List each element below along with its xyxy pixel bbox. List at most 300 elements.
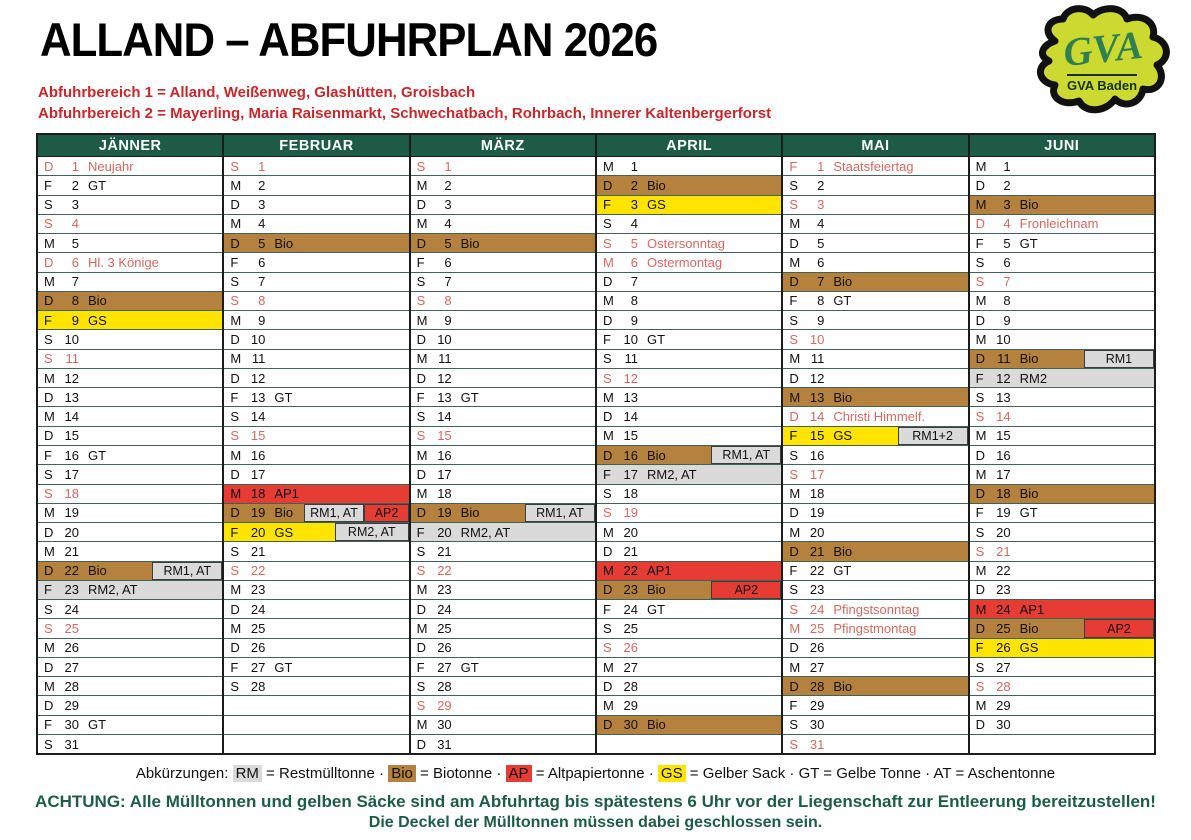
day-label: Ostersonntag	[646, 235, 726, 251]
day-cell	[970, 407, 1154, 425]
weekday-letter: M	[789, 524, 801, 540]
day-cell	[970, 157, 1154, 175]
weekday-letter: D	[44, 524, 54, 540]
day-row	[411, 523, 595, 542]
weekday-letter: S	[416, 428, 426, 444]
day-row	[783, 176, 967, 195]
day-cell	[38, 427, 222, 445]
weekday-letter: S	[44, 736, 53, 752]
weekday-letter: S	[975, 524, 985, 540]
weekday-letter: F	[975, 505, 984, 521]
day-row	[597, 253, 781, 272]
day-row	[38, 639, 222, 658]
weekday-letter: M	[230, 447, 242, 463]
day-label: Bio	[1019, 486, 1039, 502]
day-cell	[597, 600, 781, 618]
day-cell	[38, 292, 222, 310]
day-row	[411, 292, 595, 311]
day-number: 19	[250, 505, 266, 521]
day-cell	[411, 369, 595, 387]
day-row	[224, 677, 408, 696]
day-label: RM2	[1019, 370, 1048, 386]
day-cell	[970, 581, 1154, 599]
day-cell	[224, 388, 408, 406]
day-row	[38, 311, 222, 330]
day-number: 23	[250, 582, 266, 598]
day-cell	[411, 292, 595, 310]
day-number: 9	[630, 312, 638, 328]
weekday-letter: D	[975, 621, 986, 636]
day-cell	[783, 677, 967, 695]
day-row	[38, 504, 222, 523]
day-row	[783, 581, 967, 600]
day-row	[970, 292, 1154, 311]
weekday-letter: F	[789, 428, 798, 444]
day-number: 16	[809, 447, 825, 463]
day-cell	[411, 234, 595, 252]
day-label: RM2, AT	[460, 524, 511, 540]
day-row	[783, 639, 967, 658]
weekday-letter: D	[975, 582, 986, 598]
day-cell	[224, 658, 408, 676]
day-cell	[411, 330, 595, 348]
weekday-letter: M	[975, 428, 987, 444]
day-cell	[597, 446, 711, 464]
day-number: 15	[809, 428, 825, 444]
day-number: 25	[996, 621, 1011, 636]
day-row	[38, 696, 222, 715]
day-cell	[597, 407, 781, 425]
day-row	[783, 677, 967, 696]
month-header: APRIL	[597, 135, 781, 157]
day-number: 20	[623, 524, 638, 540]
day-cell	[970, 639, 1154, 657]
weekday-letter: S	[602, 370, 612, 386]
day-label: GS	[88, 312, 107, 328]
day-number: 9	[71, 312, 79, 328]
weekday-letter: M	[975, 601, 987, 617]
day-row	[783, 696, 967, 715]
day-number: 28	[64, 678, 79, 694]
day-row	[411, 253, 595, 272]
month-column	[409, 135, 595, 753]
day-number: 16	[437, 447, 452, 463]
day-number: 17	[250, 466, 266, 482]
day-number: 11	[251, 351, 266, 367]
weekday-letter: D	[44, 563, 54, 579]
day-number: 25	[250, 621, 266, 636]
weekday-letter: F	[44, 312, 52, 328]
district-legend	[38, 82, 771, 124]
day-cell	[783, 311, 967, 329]
abbreviation-legend	[0, 765, 1191, 782]
weekday-letter: D	[44, 659, 54, 675]
day-label: Bio	[274, 505, 294, 521]
day-number: 17	[64, 466, 79, 482]
day-row	[224, 504, 408, 523]
day-row	[411, 696, 595, 715]
day-number: 15	[250, 428, 266, 444]
day-number: 6	[817, 254, 825, 270]
day-number: 6	[258, 254, 266, 270]
waste-badge: RM1, AT	[304, 504, 365, 522]
weekday-letter: F	[416, 389, 425, 405]
day-row	[597, 735, 781, 753]
day-label: GT	[833, 293, 852, 309]
day-cell	[970, 716, 1154, 734]
weekday-letter: S	[789, 736, 798, 752]
day-cell	[597, 350, 781, 368]
day-label: GT	[833, 563, 852, 579]
weekday-letter: M	[602, 563, 614, 579]
day-row	[970, 581, 1154, 600]
day-row	[38, 350, 222, 369]
weekday-letter: D	[416, 736, 427, 752]
day-cell	[597, 716, 781, 734]
weekday-letter: M	[975, 158, 987, 174]
day-cell	[38, 196, 222, 214]
day-cell	[970, 542, 1154, 560]
day-number: 20	[809, 524, 825, 540]
weekday-letter: F	[602, 466, 611, 482]
day-number: 16	[996, 447, 1011, 463]
day-row	[783, 234, 967, 253]
weekday-letter: D	[416, 370, 427, 386]
weekday-letter: S	[416, 563, 426, 579]
weekday-letter: S	[44, 466, 53, 482]
day-label: AP1	[1019, 601, 1045, 617]
day-number: 27	[437, 659, 452, 675]
legend-text: = Gelbe Tonne ·	[819, 765, 934, 782]
weekday-letter: F	[975, 370, 984, 386]
day-number: 17	[809, 466, 825, 482]
day-cell	[38, 677, 222, 695]
weekday-letter: S	[230, 563, 239, 579]
day-row	[411, 369, 595, 388]
day-number: 12	[809, 370, 825, 386]
day-number: 8	[444, 293, 452, 309]
day-label: GS	[833, 428, 853, 444]
weekday-letter: M	[44, 543, 55, 559]
day-cell	[783, 735, 967, 753]
day-row	[783, 330, 967, 349]
day-cell	[783, 485, 967, 503]
day-number: 7	[71, 274, 79, 290]
weekday-letter: D	[602, 678, 613, 694]
day-cell	[970, 485, 1154, 503]
day-number: 10	[64, 332, 79, 348]
weekday-letter: D	[975, 177, 986, 193]
weekday-letter: S	[602, 235, 612, 251]
weekday-letter: M	[230, 177, 242, 193]
weekday-letter: S	[789, 717, 798, 733]
day-number: 26	[809, 640, 825, 656]
weekday-letter: S	[416, 274, 426, 290]
day-cell	[38, 716, 222, 734]
day-cell	[224, 176, 408, 194]
day-row	[411, 542, 595, 561]
weekday-letter: S	[975, 678, 985, 694]
day-cell	[411, 735, 595, 753]
day-row	[38, 716, 222, 735]
day-number: 7	[258, 274, 266, 290]
day-cell	[597, 427, 781, 445]
day-row	[38, 677, 222, 696]
weekday-letter: M	[416, 312, 428, 328]
day-cell	[411, 253, 595, 271]
day-row	[38, 542, 222, 561]
day-row	[597, 562, 781, 581]
day-number: 11	[624, 351, 638, 367]
day-cell	[38, 234, 222, 252]
weekday-letter: F	[44, 447, 52, 463]
day-number: 20	[996, 524, 1011, 540]
day-row	[411, 311, 595, 330]
day-cell	[597, 388, 781, 406]
day-row	[970, 735, 1154, 753]
day-number: 29	[623, 698, 638, 714]
day-number: 29	[437, 698, 452, 714]
day-number: 13	[809, 389, 825, 405]
weekday-letter: M	[602, 524, 614, 540]
day-label: Bio	[1019, 197, 1039, 213]
day-number: 8	[630, 293, 638, 309]
day-row	[411, 446, 595, 465]
day-row	[970, 273, 1154, 292]
day-label: Bio	[833, 274, 853, 290]
day-cell	[783, 696, 967, 714]
day-row	[970, 677, 1154, 696]
day-cell	[224, 446, 408, 464]
day-cell	[970, 196, 1154, 214]
day-number: 31	[809, 736, 825, 752]
day-cell	[783, 581, 967, 599]
weekday-letter: S	[230, 409, 239, 425]
day-row	[783, 523, 967, 542]
day-row	[38, 407, 222, 426]
day-row	[38, 600, 222, 619]
day-number: 23	[437, 582, 452, 598]
day-label: Pfingstmontag	[833, 621, 917, 636]
day-number: 2	[258, 177, 266, 193]
day-row	[783, 562, 967, 581]
day-row	[224, 196, 408, 215]
day-row	[224, 157, 408, 176]
weekday-letter: S	[789, 177, 798, 193]
weekday-letter: S	[602, 486, 612, 502]
day-cell	[411, 600, 595, 618]
month-header: JÄNNER	[38, 135, 222, 157]
day-cell	[783, 523, 967, 541]
day-cell	[38, 330, 222, 348]
day-label: GT	[646, 601, 666, 617]
day-cell	[38, 369, 222, 387]
day-row	[783, 600, 967, 619]
month-header: JUNI	[970, 135, 1154, 157]
day-number: 18	[809, 486, 825, 502]
day-cell	[224, 407, 408, 425]
day-number: 12	[250, 370, 266, 386]
day-label: Bio	[833, 543, 853, 559]
waste-badge: RM1, AT	[711, 446, 781, 464]
day-cell	[224, 273, 408, 291]
day-row	[783, 485, 967, 504]
day-row	[783, 446, 967, 465]
day-number: 5	[1003, 235, 1011, 251]
day-cell	[970, 369, 1154, 387]
day-cell	[411, 716, 595, 734]
day-number: 24	[809, 601, 825, 617]
day-number: 12	[623, 370, 638, 386]
day-row	[224, 292, 408, 311]
weekday-letter: M	[789, 351, 801, 367]
day-cell	[224, 600, 408, 618]
weekday-letter: M	[230, 216, 242, 232]
weekday-letter: M	[44, 409, 55, 425]
day-label: RM2, AT	[88, 582, 138, 598]
day-cell	[597, 485, 781, 503]
month-body	[224, 157, 408, 753]
day-row	[224, 407, 408, 426]
day-cell	[411, 427, 595, 445]
weekday-letter: M	[975, 466, 987, 482]
day-row	[224, 234, 408, 253]
day-cell	[970, 350, 1084, 368]
day-row	[224, 485, 408, 504]
day-number: 13	[996, 389, 1011, 405]
day-cell	[597, 562, 781, 580]
day-number: 30	[623, 717, 638, 733]
day-label: Staatsfeiertag	[833, 158, 914, 174]
day-number: 20	[437, 524, 452, 540]
day-cell	[970, 311, 1154, 329]
day-cell	[224, 677, 408, 695]
weekday-letter: D	[230, 640, 240, 656]
month-header: FEBRUAR	[224, 135, 408, 157]
day-cell	[597, 581, 711, 599]
day-number: 29	[809, 698, 825, 714]
day-label: Bio	[646, 582, 666, 598]
day-number: 6	[1003, 254, 1011, 270]
weekday-letter: M	[416, 216, 428, 232]
day-cell	[597, 330, 781, 348]
month-header: MÄRZ	[411, 135, 595, 157]
weekday-letter: M	[44, 505, 55, 521]
day-number: 17	[437, 466, 452, 482]
day-cell	[38, 157, 222, 175]
day-number: 28	[809, 678, 825, 694]
day-number: 13	[437, 389, 452, 405]
day-cell	[38, 215, 222, 233]
day-cell	[38, 388, 222, 406]
weekday-letter: M	[416, 717, 428, 733]
day-label: Bio	[833, 678, 853, 694]
day-label: Fronleichnam	[1019, 216, 1099, 232]
legend-abbr-rm: RM	[233, 765, 262, 782]
day-number: 27	[996, 659, 1011, 675]
day-number: 21	[250, 543, 266, 559]
weekday-letter: F	[789, 158, 798, 174]
day-cell	[783, 196, 967, 214]
day-row	[783, 542, 967, 561]
day-number: 11	[810, 351, 825, 367]
legend-text: = Aschentonne	[951, 765, 1056, 782]
day-label: Bio	[1019, 351, 1039, 367]
day-row	[970, 157, 1154, 176]
day-number: 16	[64, 447, 79, 463]
day-number: 5	[258, 235, 266, 251]
day-row	[411, 735, 595, 753]
day-number: 6	[71, 254, 79, 270]
day-cell	[38, 273, 222, 291]
day-cell	[783, 542, 967, 560]
day-cell	[38, 465, 222, 483]
day-cell	[38, 504, 222, 522]
day-number: 15	[623, 428, 638, 444]
day-row	[224, 311, 408, 330]
weekday-letter: D	[230, 332, 240, 348]
day-row	[597, 542, 781, 561]
month-body	[597, 157, 781, 753]
day-number: 29	[64, 698, 79, 714]
day-number: 11	[438, 351, 452, 367]
day-row	[597, 407, 781, 426]
day-number: 1	[630, 158, 638, 174]
day-cell	[411, 215, 595, 233]
day-cell	[411, 504, 525, 522]
day-row	[224, 427, 408, 446]
day-number: 25	[623, 621, 638, 636]
day-row	[970, 350, 1154, 369]
day-cell	[224, 292, 408, 310]
weekday-letter: S	[416, 543, 426, 559]
month-column	[781, 135, 967, 753]
weekday-letter: S	[789, 197, 798, 213]
day-number: 5	[817, 235, 825, 251]
day-number: 17	[623, 466, 638, 482]
day-row	[224, 176, 408, 195]
day-label: GT	[274, 389, 293, 405]
day-row	[38, 215, 222, 234]
weekday-letter: M	[44, 235, 55, 251]
day-row	[38, 369, 222, 388]
day-cell	[38, 176, 222, 194]
weekday-letter: D	[44, 158, 54, 174]
day-cell	[783, 407, 967, 425]
day-label: Pfingstsonntag	[833, 601, 920, 617]
day-number: 24	[623, 601, 638, 617]
weekday-letter: S	[416, 293, 426, 309]
day-label: Bio	[1019, 621, 1039, 636]
day-label: GT	[88, 717, 107, 733]
day-cell	[38, 542, 222, 560]
day-cell	[38, 658, 222, 676]
weekday-letter: S	[416, 698, 426, 714]
day-row	[597, 369, 781, 388]
day-row	[38, 176, 222, 195]
day-label: GT	[460, 659, 479, 675]
day-cell	[411, 176, 595, 194]
weekday-letter: M	[44, 640, 55, 656]
day-number: 2	[71, 177, 79, 193]
day-number: 5	[444, 235, 452, 251]
weekday-letter: S	[230, 428, 239, 444]
day-number: 23	[64, 582, 79, 598]
day-row	[597, 639, 781, 658]
day-row	[597, 504, 781, 523]
day-number: 11	[997, 351, 1011, 367]
weekday-letter: M	[602, 158, 614, 174]
